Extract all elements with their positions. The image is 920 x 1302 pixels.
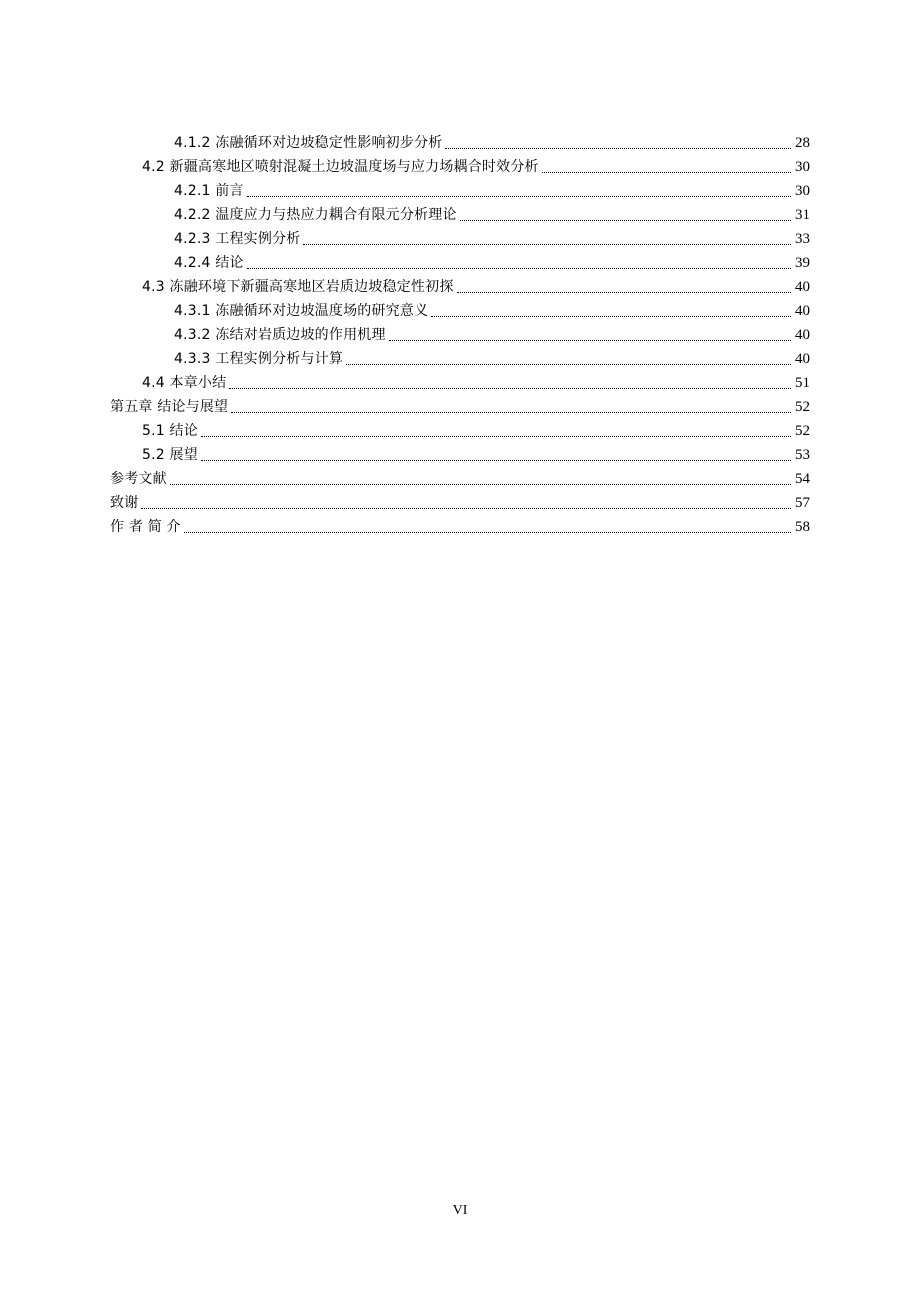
toc-entry-page: 31 [795,207,810,223]
toc-entry-page: 40 [795,303,810,319]
toc-dot-leader [303,243,791,245]
toc-dot-leader [457,291,791,293]
toc-dot-leader [346,363,791,365]
toc-entry-page: 40 [795,327,810,343]
toc-entry-page: 39 [795,255,810,271]
toc-entry-title: 5.1 结论 [142,423,198,439]
toc-entry-page: 53 [795,447,810,463]
toc-entry[interactable] [0,179,920,203]
toc-entry-page: 57 [795,495,810,511]
toc-dot-leader [389,339,791,341]
toc-dot-leader [542,171,791,173]
toc-entry-page: 30 [795,159,810,175]
toc-entry-page: 52 [795,423,810,439]
toc-entry-title: 4.2.3 工程实例分析 [174,231,301,247]
toc-entry-page: 54 [795,471,810,487]
toc-entry-title: 4.3 冻融环境下新疆高寒地区岩质边坡稳定性初探 [142,279,454,295]
toc-dot-leader [431,315,791,317]
toc-entry[interactable] [0,275,920,299]
toc-entry-page: 51 [795,375,810,391]
toc-dot-leader [170,483,791,485]
toc-entry-page: 52 [795,399,810,415]
toc-entry[interactable] [0,443,920,467]
toc-dot-leader [247,195,791,197]
table-of-contents [0,131,920,539]
toc-entry-title: 4.2.1 前言 [174,183,244,199]
toc-entry-page: 58 [795,519,810,535]
toc-entry-title: 4.2.4 结论 [174,255,244,271]
toc-entry-title: 4.2.2 温度应力与热应力耦合有限元分析理论 [174,207,457,223]
toc-entry[interactable] [0,371,920,395]
toc-entry[interactable] [0,299,920,323]
toc-entry[interactable] [0,323,920,347]
toc-entry-page: 40 [795,279,810,295]
toc-dot-leader [201,435,791,437]
page-number: VI [452,1203,468,1218]
toc-entry-title: 4.3.1 冻融循环对边坡温度场的研究意义 [174,303,429,319]
toc-entry-page: 40 [795,351,810,367]
toc-entry[interactable] [0,227,920,251]
toc-entry-page: 33 [795,231,810,247]
toc-entry[interactable] [0,491,920,515]
toc-dot-leader [141,507,791,509]
toc-entry[interactable] [0,467,920,491]
toc-dot-leader [445,147,791,149]
toc-entry-title: 第五章 结论与展望 [110,399,229,415]
toc-entry-title: 致谢 [110,495,139,511]
toc-entry[interactable] [0,155,920,179]
toc-entry-title: 4.3.2 冻结对岩质边坡的作用机理 [174,327,386,343]
toc-entry[interactable] [0,251,920,275]
toc-entry[interactable] [0,419,920,443]
toc-entry-page: 28 [795,135,810,151]
toc-entry-title: 4.4 本章小结 [142,375,227,391]
toc-dot-leader [229,387,791,389]
toc-dot-leader [201,459,791,461]
toc-entry-title: 4.1.2 冻融循环对边坡稳定性影响初步分析 [174,135,443,151]
toc-entry-page: 30 [795,183,810,199]
toc-entry[interactable] [0,395,920,419]
toc-entry-title: 参考文献 [110,471,167,487]
toc-dot-leader [184,531,791,533]
toc-entry[interactable] [0,515,920,539]
toc-entry-title: 作 者 简 介 [110,519,181,535]
toc-dot-leader [231,411,791,413]
toc-dot-leader [247,267,791,269]
toc-entry-title: 5.2 展望 [142,447,198,463]
toc-entry[interactable] [0,131,920,155]
toc-entry-title: 4.3.3 工程实例分析与计算 [174,351,344,367]
toc-entry-title: 4.2 新疆高寒地区喷射混凝土边坡温度场与应力场耦合时效分析 [142,159,539,175]
toc-dot-leader [460,219,791,221]
toc-entry[interactable] [0,347,920,371]
toc-entry[interactable] [0,203,920,227]
